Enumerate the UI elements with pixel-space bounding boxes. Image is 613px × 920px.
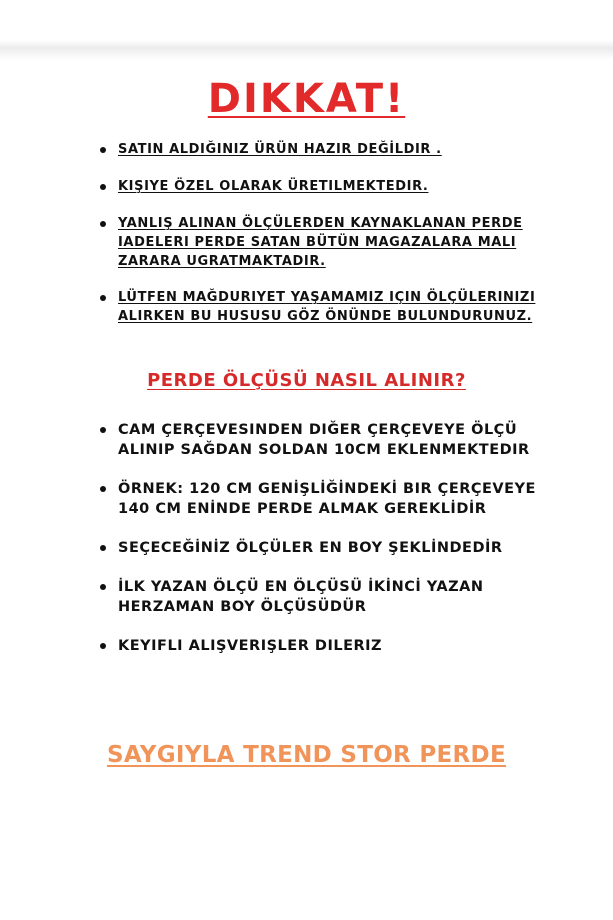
signature-line: SAYGIYLA TREND STOR PERDE	[107, 742, 506, 768]
page-title: DIKKAT!	[207, 76, 406, 122]
measure-instructions-list	[100, 420, 540, 656]
instruction-item: KEYIFLI ALIŞVERIŞLER DILERIZ	[100, 636, 540, 656]
warning-item: YANLIŞ ALINAN ÖLÇÜLERDEN KAYNAKLANAN PERDE IADELERI PERDE SATAN BÜTÜN MAGAZALARA MALI ZARARA UGRATMAKTADIR.	[100, 214, 540, 271]
warning-list	[100, 140, 540, 326]
instruction-item: ÖRNEK: 120 CM GENİŞLİĞİNDEKİ BIR ÇERÇEVEYE 140 CM ENİNDE PERDE ALMAK GEREKLİDİR	[100, 479, 540, 519]
instruction-item: CAM ÇERÇEVESINDEN DIĞER ÇERÇEVEYE ÖLÇÜ ALINIP SAĞDAN SOLDAN 10CM EKLENMEKTEDIR	[100, 420, 540, 460]
warning-item: LÜTFEN MAĞDURIYET YAŞAMAMIZ IÇIN ÖLÇÜLERINIZI ALIRKEN BU HUSUSU GÖZ ÖNÜNDE BULUNDURUNUZ.	[100, 288, 540, 326]
instruction-item: SEÇECEĞİNİZ ÖLÇÜLER EN BOY ŞEKLİNDEDİR	[100, 538, 540, 558]
warning-item: KIŞIYE ÖZEL OLARAK ÜRETILMEKTEDIR.	[100, 177, 540, 196]
measure-section-title: PERDE ÖLÇÜSÜ NASIL ALINIR?	[147, 370, 466, 391]
instruction-item: İLK YAZAN ÖLÇÜ EN ÖLÇÜSÜ İKİNCİ YAZAN HERZAMAN BOY ÖLÇÜSÜDÜR	[100, 577, 540, 617]
warning-item: SATIN ALDIĞINIZ ÜRÜN HAZIR DEĞİLDIR .	[100, 140, 540, 159]
top-shadow-band	[0, 0, 613, 60]
